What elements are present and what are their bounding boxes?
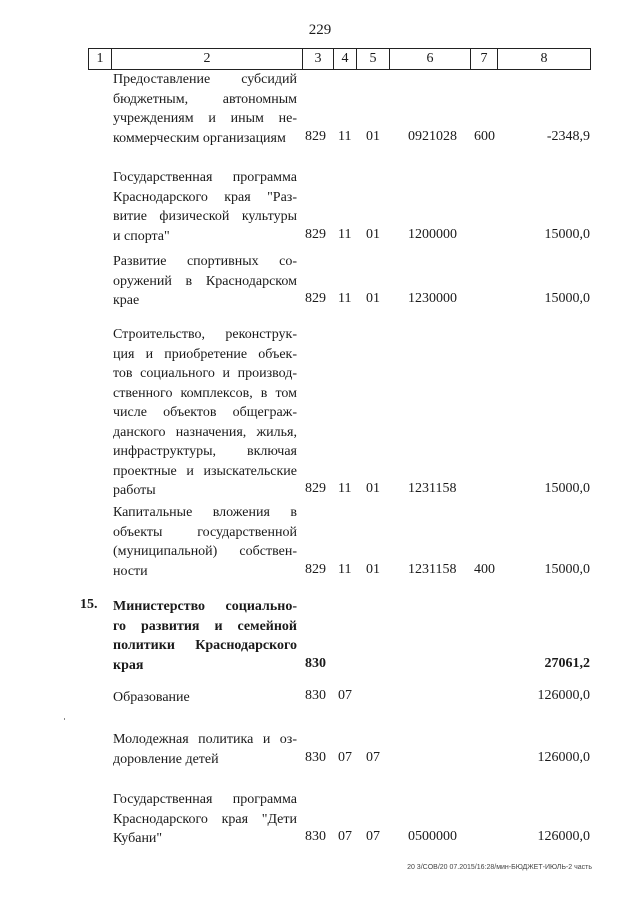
description-line: края <box>113 657 144 673</box>
description-line: оружений в Краснодарском <box>113 273 297 289</box>
cell-c4: 11 <box>338 291 352 306</box>
description-line: Развитие спортивных со- <box>113 254 297 269</box>
cell-c8: 15000,0 <box>544 561 590 577</box>
description-line: Краснодарского края "Раз- <box>113 189 297 205</box>
row-description <box>113 597 297 675</box>
cell-c4: 11 <box>338 226 352 242</box>
cell-c8: 126000,0 <box>537 688 590 703</box>
cell-c5: 07 <box>366 829 380 844</box>
column-header-6: 6 <box>390 49 471 70</box>
description-line: бюджетным, автономным <box>113 91 297 107</box>
description-line: коммерческим организациям <box>113 130 286 146</box>
row-description <box>113 252 297 311</box>
description-line: Капитальные вложения в <box>113 505 297 520</box>
description-line: Краснодарского края "Дети <box>113 811 297 827</box>
cell-c4: 07 <box>338 749 352 765</box>
row-description <box>113 503 297 581</box>
column-header-5: 5 <box>357 49 390 70</box>
cell-c5: 01 <box>366 226 380 242</box>
cell-c3: 829 <box>305 291 326 306</box>
row-description <box>113 730 297 769</box>
cell-c5: 07 <box>366 749 380 765</box>
description-line: и спорта" <box>113 228 170 244</box>
cell-c7: 400 <box>474 561 495 577</box>
description-line: проектные и изыскательские <box>113 463 297 479</box>
description-line: Министерство социально- <box>113 599 297 614</box>
column-header-3: 3 <box>303 49 334 70</box>
column-header-1: 1 <box>89 49 112 70</box>
description-line: Кубани" <box>113 831 163 846</box>
description-line: доровление детей <box>113 751 219 767</box>
description-line: ности <box>113 563 148 579</box>
cell-c5: 01 <box>366 291 380 306</box>
cell-c8: 27061,2 <box>544 655 590 671</box>
cell-c8: 15000,0 <box>544 481 590 496</box>
row-description <box>113 790 297 849</box>
cell-c4: 07 <box>338 829 352 844</box>
description-line: Молодежная политика и оз- <box>113 732 297 747</box>
description-line: ственного комплексов, в том <box>113 385 297 401</box>
column-header-table <box>88 48 591 70</box>
cell-c6: 1230000 <box>408 291 457 306</box>
row-number: 15. <box>80 597 98 612</box>
page-number: 229 <box>308 22 332 38</box>
cell-c6: 0921028 <box>408 128 457 144</box>
description-line: инфраструктуры, включая <box>113 444 297 459</box>
cell-c8: 15000,0 <box>544 226 590 242</box>
description-line: учреждениям и иным не- <box>113 111 297 126</box>
column-header-8: 8 <box>498 49 591 70</box>
cell-c6: 1231158 <box>408 481 457 496</box>
cell-c5: 01 <box>366 561 380 577</box>
cell-c3: 829 <box>305 481 326 496</box>
cell-c3: 829 <box>305 226 326 242</box>
cell-c3: 830 <box>305 749 326 765</box>
description-line: крае <box>113 293 140 308</box>
description-line: Строительство, реконструк- <box>113 327 297 342</box>
column-header-row <box>89 49 591 70</box>
description-line: Образование <box>113 690 190 705</box>
row-description <box>113 688 297 708</box>
description-line: (муниципальной) собствен- <box>113 544 297 559</box>
cell-c3: 829 <box>305 561 326 577</box>
cell-c8: 126000,0 <box>537 829 590 844</box>
cell-c8: -2348,9 <box>546 128 590 144</box>
cell-c4: 11 <box>338 128 352 144</box>
cell-c5: 01 <box>366 128 380 144</box>
row-description <box>113 168 297 246</box>
cell-c3: 829 <box>305 128 326 144</box>
description-line: числе объектов общеграж- <box>113 405 297 420</box>
row-description <box>113 325 297 501</box>
description-line: Государственная программа <box>113 170 297 185</box>
description-line: Государственная программа <box>113 792 297 807</box>
cell-c3: 830 <box>305 688 326 703</box>
cell-c3: 830 <box>305 829 326 844</box>
cell-c3: 830 <box>305 655 326 671</box>
description-line: витие физической культуры <box>113 209 297 224</box>
cell-c7: 600 <box>474 128 495 144</box>
margin-mark <box>64 718 65 720</box>
cell-c6: 0500000 <box>408 829 457 844</box>
cell-c8: 15000,0 <box>544 291 590 306</box>
description-line: работы <box>113 483 156 498</box>
cell-c4: 07 <box>338 688 352 703</box>
description-line: ция и приобретение объек- <box>113 346 297 362</box>
description-line: тов социального и производ- <box>113 366 297 381</box>
cell-c4: 11 <box>338 561 352 577</box>
cell-c8: 126000,0 <box>537 749 590 765</box>
column-header-2: 2 <box>112 49 303 70</box>
cell-c6: 1231158 <box>408 561 457 577</box>
description-line: объекты государственной <box>113 524 297 540</box>
column-header-7: 7 <box>471 49 498 70</box>
footer-stamp: 20 3/COB/20 07.2015/16:28/мин-БЮДЖЕТ-ИЮЛЬ-2 часть <box>407 864 592 871</box>
cell-c4: 11 <box>338 481 352 496</box>
cell-c6: 1200000 <box>408 226 457 242</box>
description-line: Предоставление субсидий <box>113 72 297 87</box>
cell-c5: 01 <box>366 481 380 496</box>
column-header-4: 4 <box>334 49 357 70</box>
description-line: политики Краснодарского <box>113 638 297 653</box>
description-line: данского назначения, жилья, <box>113 424 297 440</box>
row-description <box>113 70 297 148</box>
description-line: го развития и семейной <box>113 618 297 634</box>
